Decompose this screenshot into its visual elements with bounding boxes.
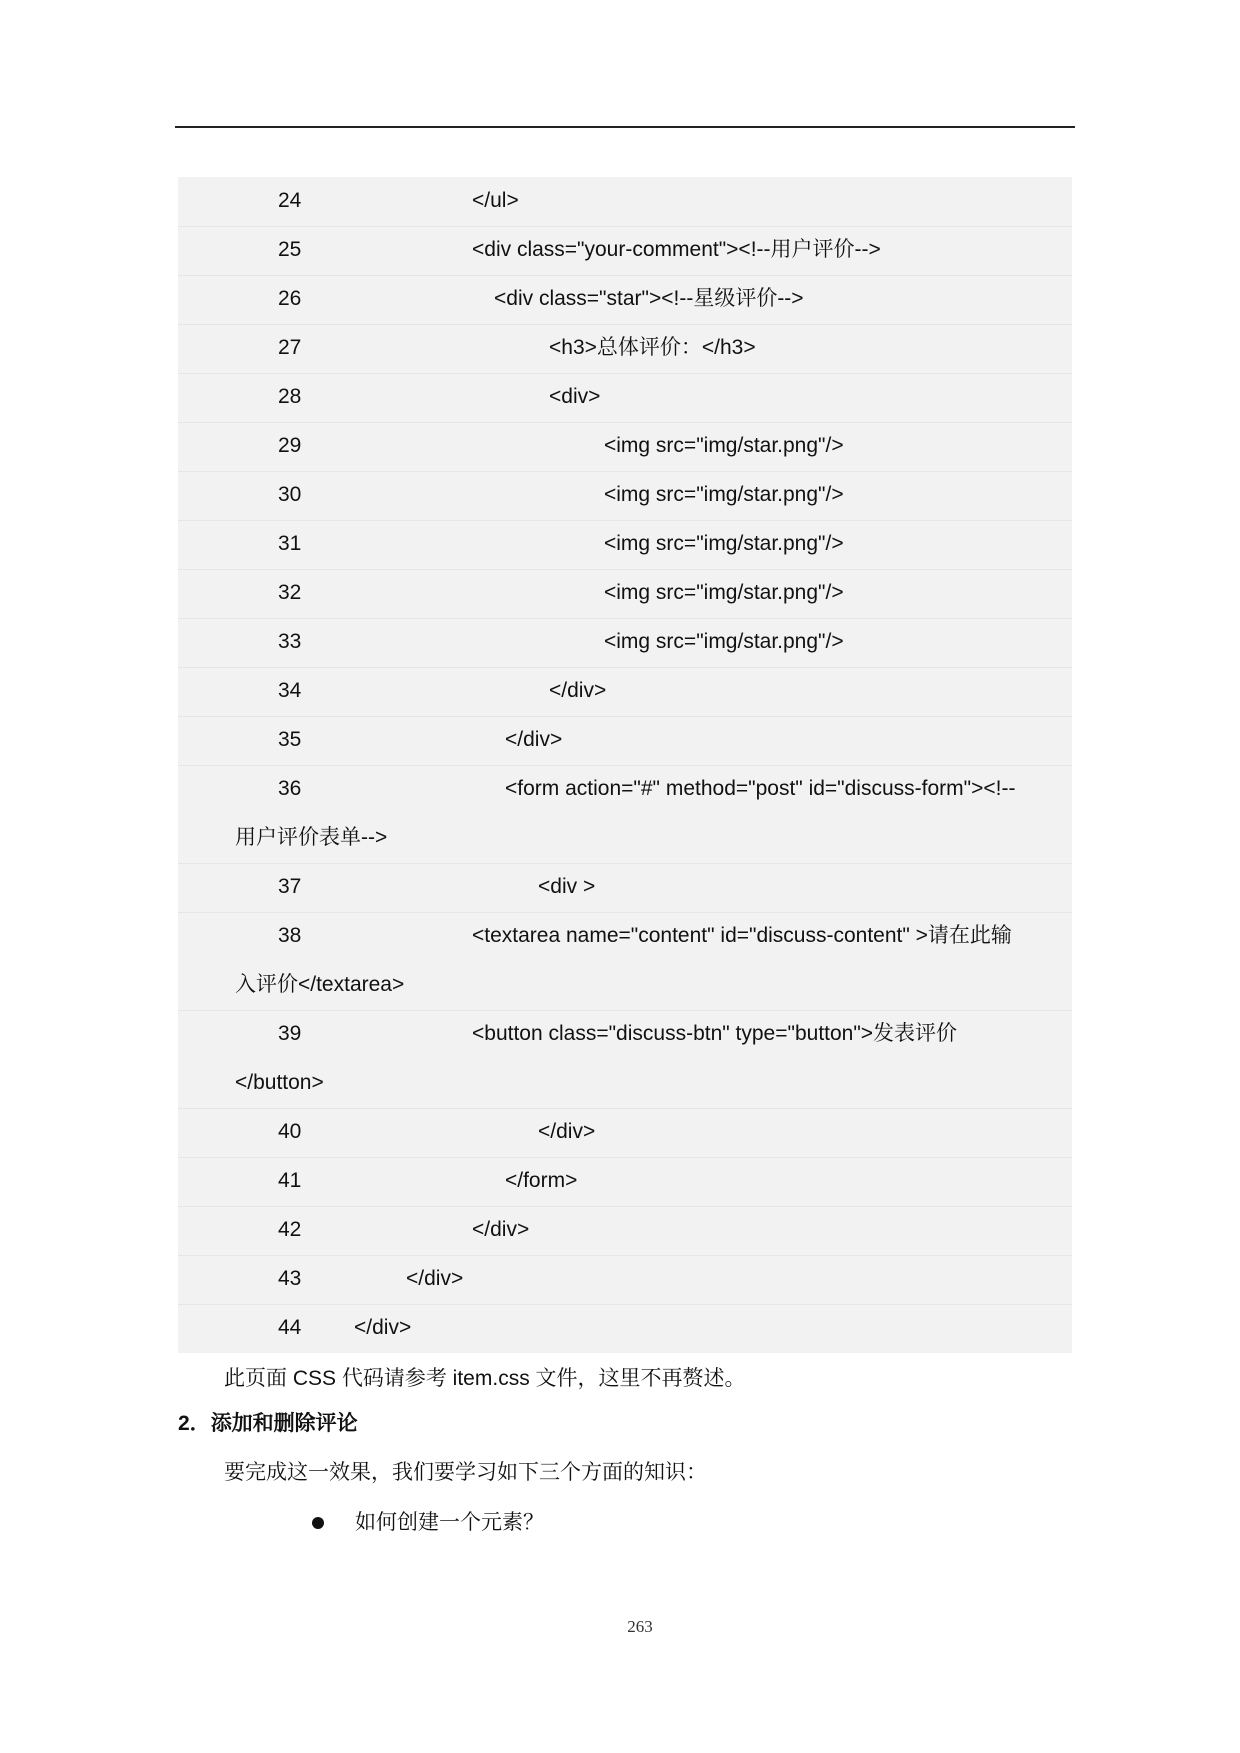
line-code: <div class="star"><!--星级评价-->	[494, 287, 804, 310]
code-line	[178, 1304, 1072, 1353]
page-number: 263	[627, 1617, 653, 1636]
css-reference-note: 此页面 CSS 代码请参考 item.css 文件，这里不再赘述。	[224, 1367, 746, 1390]
header-rule	[175, 126, 1075, 128]
line-number: 27	[278, 336, 302, 359]
line-number: 24	[278, 189, 302, 212]
section-heading	[178, 1408, 358, 1440]
line-number: 28	[278, 385, 302, 408]
line-code: <form action="#" method="post" id="discuss-form"><!--	[505, 777, 1016, 800]
code-line	[178, 177, 1072, 227]
line-number: 31	[278, 532, 302, 555]
line-number: 41	[278, 1169, 302, 1192]
code-line	[178, 765, 1072, 814]
line-code: <div class="your-comment"><!--用户评价-->	[472, 238, 881, 261]
line-code-continued: </button>	[235, 1071, 324, 1094]
line-code: </div>	[406, 1267, 464, 1290]
code-line	[178, 912, 1072, 961]
code-line	[178, 520, 1072, 570]
line-code: <div>	[549, 385, 601, 408]
line-code: <div >	[538, 875, 596, 898]
code-line	[178, 569, 1072, 619]
code-listing	[178, 177, 1072, 1353]
code-line	[178, 275, 1072, 325]
line-code: <img src="img/star.png"/>	[604, 532, 844, 555]
code-line	[178, 1157, 1072, 1207]
line-code: </div>	[472, 1218, 530, 1241]
line-code: </div>	[549, 679, 607, 702]
code-line	[178, 667, 1072, 717]
code-line	[178, 471, 1072, 521]
line-code-continued: 用户评价表单-->	[235, 826, 388, 849]
code-line	[178, 863, 1072, 913]
line-code: <textarea name="content" id="discuss-content" >请在此输	[472, 924, 1012, 947]
line-number: 26	[278, 287, 302, 310]
line-code: </div>	[505, 728, 563, 751]
line-number: 32	[278, 581, 302, 604]
line-code-continued: 入评价</textarea>	[235, 973, 405, 996]
line-number: 43	[278, 1267, 302, 1290]
line-number: 25	[278, 238, 302, 261]
code-line	[178, 618, 1072, 668]
bullet-icon	[312, 1517, 324, 1529]
bullet-item: 如何创建一个元素？	[355, 1511, 544, 1534]
line-number: 44	[278, 1316, 302, 1339]
line-code: <button class="discuss-btn" type="button">发表评价	[472, 1022, 958, 1045]
code-line-wrap	[178, 961, 1072, 1011]
line-number: 36	[278, 777, 302, 800]
line-code: <img src="img/star.png"/>	[604, 434, 844, 457]
section-title: 添加和删除评论	[210, 1412, 358, 1435]
line-code: <h3>总体评价：</h3>	[549, 336, 756, 359]
intro-paragraph: 要完成这一效果，我们要学习如下三个方面的知识：	[224, 1461, 707, 1484]
section-number: 2．	[178, 1412, 211, 1435]
line-number: 37	[278, 875, 302, 898]
line-code: </div>	[538, 1120, 596, 1143]
line-number: 39	[278, 1022, 302, 1045]
line-code: </ul>	[472, 189, 519, 212]
line-code: <img src="img/star.png"/>	[604, 483, 844, 506]
line-code: <img src="img/star.png"/>	[604, 581, 844, 604]
code-line	[178, 1108, 1072, 1158]
line-number: 35	[278, 728, 302, 751]
code-line	[178, 1206, 1072, 1256]
line-number: 42	[278, 1218, 302, 1241]
code-line	[178, 1010, 1072, 1059]
line-code: <img src="img/star.png"/>	[604, 630, 844, 653]
line-number: 29	[278, 434, 302, 457]
line-code: </form>	[505, 1169, 578, 1192]
code-line	[178, 324, 1072, 374]
code-line-wrap	[178, 814, 1072, 864]
code-line	[178, 716, 1072, 766]
code-line	[178, 422, 1072, 472]
line-number: 38	[278, 924, 302, 947]
line-code: </div>	[354, 1316, 412, 1339]
line-number: 33	[278, 630, 302, 653]
line-number: 40	[278, 1120, 302, 1143]
code-line	[178, 226, 1072, 276]
line-number: 30	[278, 483, 302, 506]
code-line	[178, 373, 1072, 423]
code-line-wrap	[178, 1059, 1072, 1109]
line-number: 34	[278, 679, 302, 702]
code-line	[178, 1255, 1072, 1305]
